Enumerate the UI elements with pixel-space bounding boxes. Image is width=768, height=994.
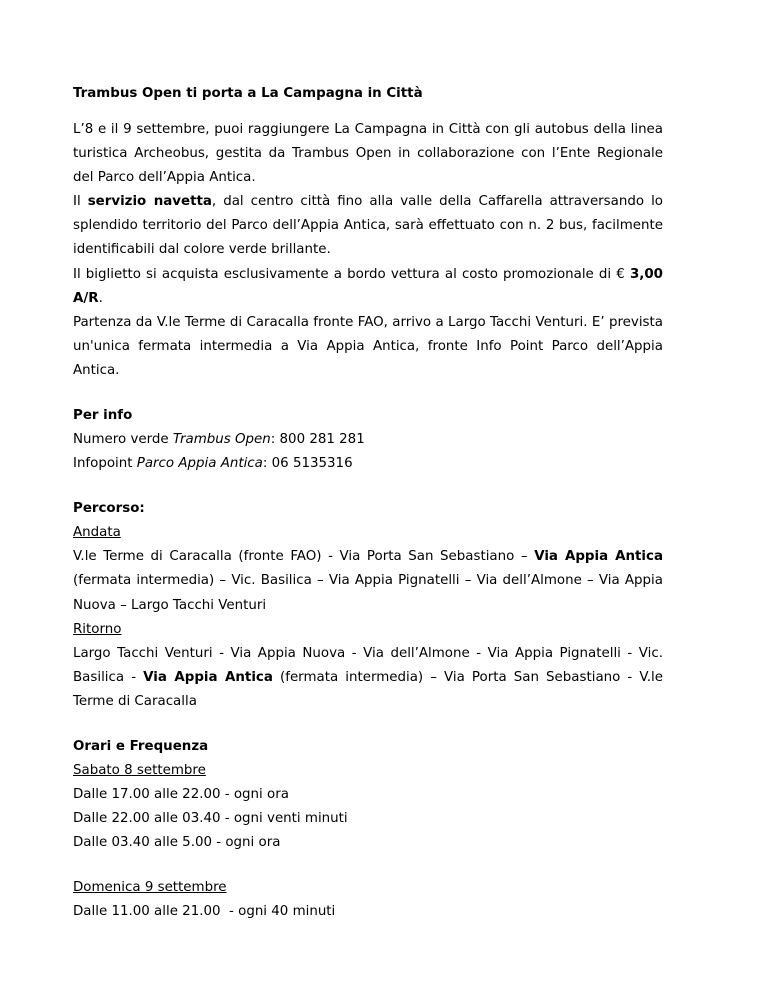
info-line-2-value: : 06 5135316 <box>262 456 353 472</box>
route-andata-label: Andata <box>73 525 121 541</box>
route-ritorno-end: (fermata intermedia) – Via Porta San Sebastiano - V.le Terme di Caracalla <box>73 669 663 709</box>
schedule-sunday-line: Dalle 11.00 alle 21.00 - ogni 40 minuti <box>73 904 336 920</box>
info-line-1 <box>73 428 663 452</box>
intro-p3-bold: 3,00 A/R <box>73 266 663 306</box>
spacer <box>73 714 663 735</box>
info-line-1-label: Numero verde <box>73 432 173 448</box>
page-title: Trambus Open ti porta a La Campagna in Città <box>73 86 423 101</box>
route-ritorno-text <box>73 642 663 714</box>
intro-p2-bold: servizio navetta <box>87 194 212 210</box>
spacer <box>73 855 663 876</box>
intro-p3-start: Il biglietto si acquista esclusivamente a bordo vettura al costo promozionale di € <box>73 266 630 282</box>
info-line-2-label: Infopoint <box>73 456 137 472</box>
info-line-1-value: : 800 281 281 <box>270 432 365 448</box>
route-andata-text <box>73 545 663 617</box>
spacer <box>73 383 663 404</box>
info-heading: Per info <box>73 408 133 424</box>
route-heading: Percorso: <box>73 501 145 517</box>
intro-paragraph-3 <box>73 263 663 311</box>
route-andata-end: (fermata intermedia) – Vic. Basilica – Via Appia Pignatelli – Via dell’Almone – Via Appia Nuova – Largo Tacchi Venturi <box>73 573 663 613</box>
intro-p3-end: . <box>98 290 103 306</box>
spacer <box>73 476 663 497</box>
route-ritorno-bold: Via Appia Antica <box>143 669 273 685</box>
schedule-sunday-label: Domenica 9 settembre <box>73 880 227 896</box>
route-andata-start: V.le Terme di Caracalla (fronte FAO) - Via Porta San Sebastiano – <box>73 549 535 565</box>
info-line-2 <box>73 452 663 476</box>
info-line-1-italic: Trambus Open <box>172 432 271 448</box>
info-line-2-italic: Parco Appia Antica <box>136 456 263 472</box>
schedule-heading: Orari e Frequenza <box>73 738 209 754</box>
schedule-saturday-line: Dalle 22.00 alle 03.40 - ogni venti minuti <box>73 811 348 827</box>
route-ritorno-start: Largo Tacchi Venturi - Via Appia Nuova - Via dell’Almone - Via Appia Pignatelli - Vic. Basilica - <box>73 645 663 685</box>
document-page <box>73 82 663 925</box>
intro-paragraph-4: Partenza da V.le Terme di Caracalla fronte FAO, arrivo a Largo Tacchi Venturi. E’ prevista un'unica fermata intermedia a Via Appia Antica, fronte Info Point Parco dell’Appia Antica. <box>73 314 663 378</box>
intro-paragraph-1: L’8 e il 9 settembre, puoi raggiungere La Campagna in Città con gli autobus della linea turistica Archeobus, gestita da Trambus Open in collaborazione con l’Ente Regionale del Parco dell’Appia Antica. <box>73 122 663 186</box>
route-ritorno-label: Ritorno <box>73 621 122 637</box>
route-andata-bold: Via Appia Antica <box>534 549 663 565</box>
schedule-saturday-line: Dalle 03.40 alle 5.00 - ogni ora <box>73 835 281 851</box>
intro-p2-start: Il <box>73 194 88 210</box>
intro-paragraph-2 <box>73 190 663 262</box>
intro-p2-end: , dal centro città fino alla valle della Caffarella attraversando lo splendido territorio del Parco dell’Appia Antica, sarà effettuato con n. 2 bus, facilmente identificabili dal colore verde brillante. <box>73 194 663 258</box>
schedule-saturday-line: Dalle 17.00 alle 22.00 - ogni ora <box>73 787 289 803</box>
schedule-saturday-label: Sabato 8 settembre <box>73 762 206 778</box>
